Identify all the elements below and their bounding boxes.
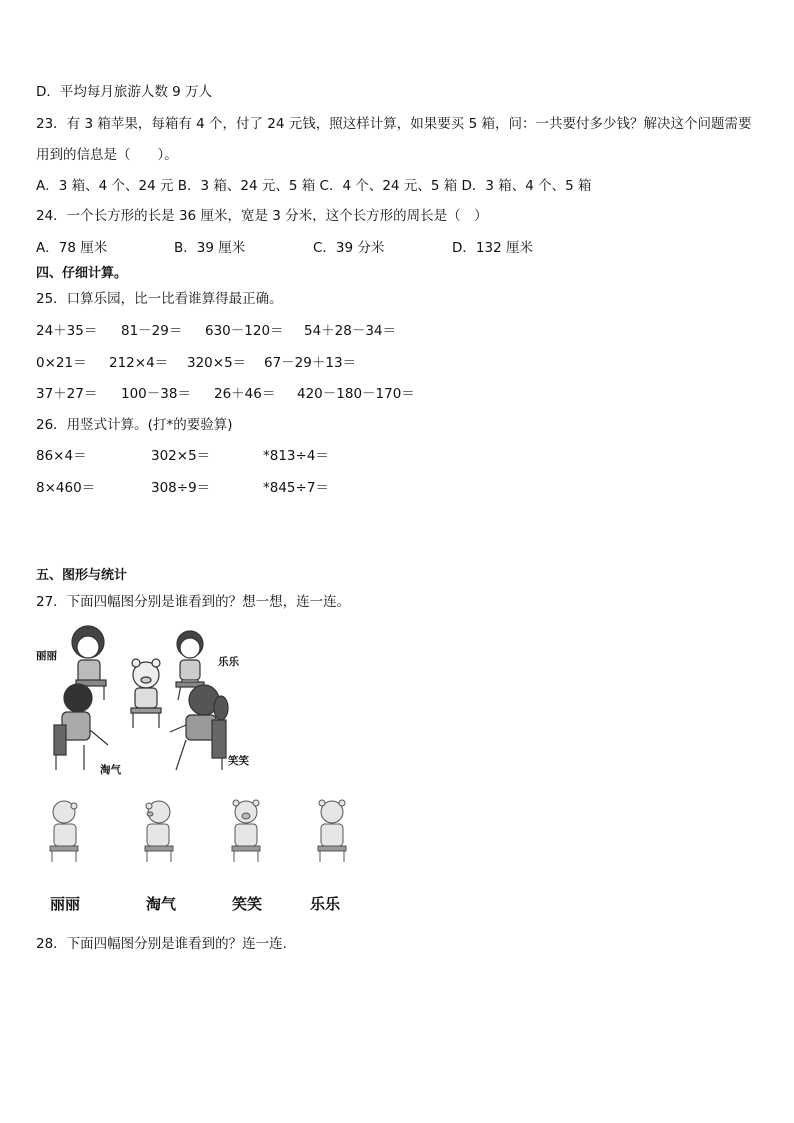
q25-expr: 0×21＝ <box>36 355 87 371</box>
q23-stem-line1: 23．有 3 箱苹果，每箱有 4 个，付了 24 元钱，照这样计算，如果要买 5 箱，问：一共要付多少钱？解决这个问题需要 <box>36 116 752 132</box>
q26-expr: *813÷4＝ <box>263 448 329 464</box>
q22-option-d: D．平均每月旅游人数 9 万人 <box>36 84 213 100</box>
q25-expr: 54＋28－34＝ <box>304 323 397 339</box>
q25-expr: 37＋27＝ <box>36 386 98 402</box>
q24-option-d: D．132 厘米 <box>452 240 533 256</box>
scene-name-lili: 丽丽 <box>36 650 57 662</box>
section-5-title: 五、图形与统计 <box>36 568 128 583</box>
q26-expr: 308÷9＝ <box>151 480 211 496</box>
q27-stem: 27．下面四幅图分别是谁看到的？想一想，连一连。 <box>36 594 351 610</box>
q26-expr: *845÷7＝ <box>263 480 329 496</box>
pig-view-3 <box>228 798 264 864</box>
q24-option-a: A．78 厘米 <box>36 240 108 256</box>
section-4-title: 四、仔细计算。 <box>36 266 128 281</box>
q28-stem: 28．下面四幅图分别是谁看到的？连一连. <box>36 936 287 952</box>
pig-view-4 <box>314 798 350 864</box>
scene-name-xiaoxiao: 笑笑 <box>228 755 249 767</box>
q23-stem-line2: 用到的信息是（ ）。 <box>36 147 178 163</box>
q26-expr: 86×4＝ <box>36 448 87 464</box>
label-lili: 丽丽 <box>50 895 81 913</box>
q24-stem: 24．一个长方形的长是 36 厘米，宽是 3 分米，这个长方形的周长是（ ） <box>36 208 488 224</box>
label-taoqi: 淘气 <box>146 895 177 913</box>
pig-view-1 <box>46 798 82 864</box>
pig-view-2 <box>141 798 177 864</box>
q25-expr: 24＋35＝ <box>36 323 98 339</box>
q25-expr: 212×4＝ <box>109 355 169 371</box>
q25-expr: 420－180－170＝ <box>297 386 415 402</box>
q26-expr: 302×5＝ <box>151 448 211 464</box>
q25-expr: 100－38＝ <box>121 386 191 402</box>
q26-stem: 26．用竖式计算。(打*的要验算) <box>36 417 233 433</box>
q25-expr: 67－29＋13＝ <box>264 355 357 371</box>
child-taoqi-figure <box>54 684 108 770</box>
q24-option-b: B．39 厘米 <box>174 240 246 256</box>
scene-name-taoqi: 淘气 <box>100 764 121 776</box>
q23-options: A．3 箱、4 个、24 元 B．3 箱、24 元、5 箱 C．4 个、24 元、5 箱 D．3 箱、4 个、5 箱 <box>36 178 592 194</box>
label-lele: 乐乐 <box>310 895 341 913</box>
scene-name-lele: 乐乐 <box>218 656 239 668</box>
q26-expr: 8×460＝ <box>36 480 96 496</box>
q25-expr: 320×5＝ <box>187 355 247 371</box>
q25-expr: 81－29＝ <box>121 323 183 339</box>
q25-expr: 26＋46＝ <box>214 386 276 402</box>
q24-option-c: C．39 分米 <box>313 240 385 256</box>
q25-expr: 630－120＝ <box>205 323 284 339</box>
q25-stem: 25．口算乐园，比一比看谁算得最正确。 <box>36 291 283 307</box>
toy-pig-figure <box>131 659 161 728</box>
label-xiaoxiao: 笑笑 <box>232 895 263 913</box>
